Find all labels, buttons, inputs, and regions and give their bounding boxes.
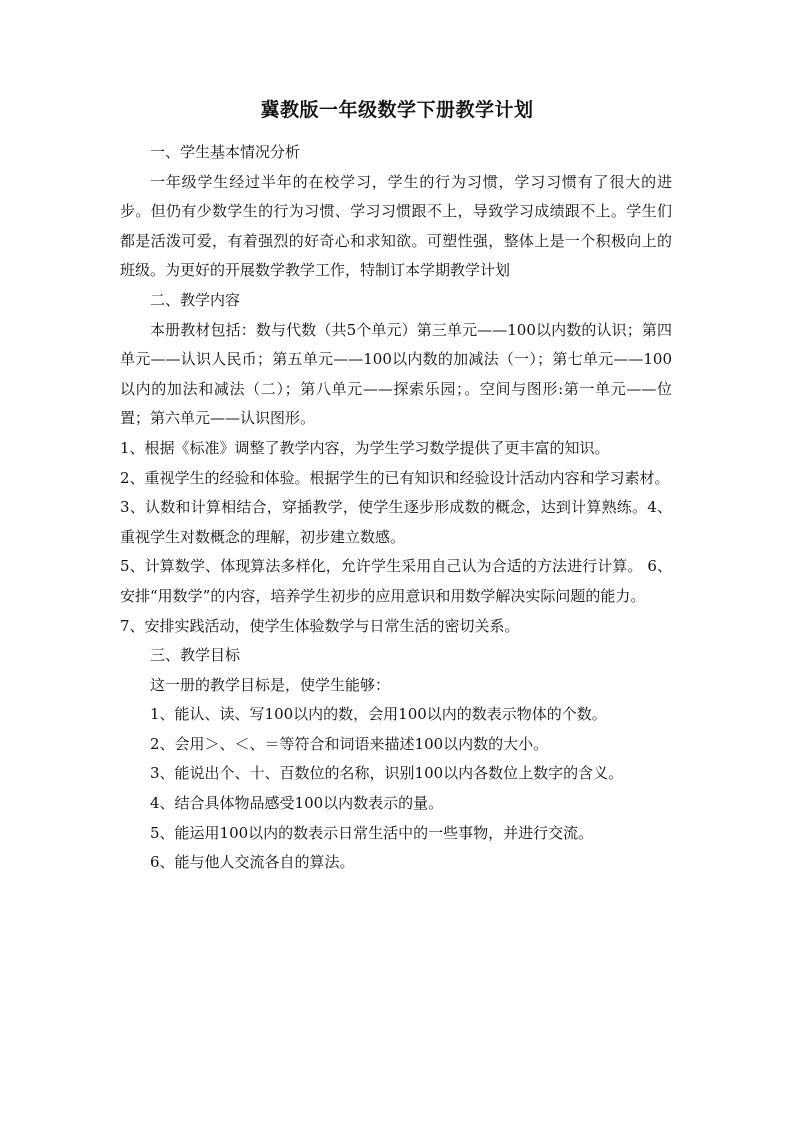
goal-item: 3、能说出个、十、百数位的名称，识别100以内各数位上数字的含义。 — [150, 764, 624, 783]
goal-item: 1、能认、读、写100以内的数，会用100以内的数表示物体的个数。 — [150, 705, 607, 724]
section-heading-teaching-goals: 三、教学目标 — [150, 646, 241, 665]
content-item: 7、安排实践活动，使学生体验数学与日常生活的密切关系。 — [120, 616, 520, 635]
teaching-goals-intro: 这一册的教学目标是，使学生能够： — [150, 675, 391, 694]
content-item: 5、计算数学、体现算法多样化，允许学生采用自己认为合适的方法进行计算。 6、安排“用数学”的内容，培养学生初步的应用意识和用数学解决实际问题的能力。 — [120, 557, 672, 605]
content-item: 2、重视学生的经验和体验。根据学生的已有知识和经验设计活动内容和学习素材。 — [120, 468, 670, 487]
goal-item: 5、能运用100以内的数表示日常生活中的一些事物，并进行交流。 — [150, 823, 594, 842]
section-heading-student-analysis: 一、学生基本情况分析 — [150, 143, 301, 161]
goal-item: 6、能与他人交流各自的算法。 — [150, 853, 355, 872]
goal-item: 4、结合具体物品感受100以内数表示的量。 — [150, 794, 444, 813]
content-item: 1、根据《标准》调整了教学内容，为学生学习数学提供了更丰富的知识。 — [120, 438, 610, 457]
student-analysis-paragraph: 一年级学生经过半年的在校学习，学生的行为习惯，学习习惯有了很大的进步。但仍有少数学生的行为习惯、学习习惯跟不上，导致学习成绩跟不上。学生们都是活泼可爱，有着强烈的好奇心和求知欲。可塑性强，整体上是一个积极向上的班级。为更好的开展数学教学工作，特制订本学期教学计划 — [120, 172, 672, 280]
document-body — [120, 138, 672, 878]
content-item: 3、认数和计算相结合，穿插教学，使学生逐步形成数的概念，达到计算熟练。4、重视学生对数概念的理解，初步建立数感。 — [120, 498, 672, 546]
teaching-content-paragraph: 本册教材包括：数与代数（共5个单元）第三单元——100以内数的认识；第四单元——认识人民币；第五单元——100以内数的加减法（一）；第七单元——100以内的加法和减法（二）；第八单元——探索乐园；。空间与图形:第一单元——位置；第六单元——认识图形。 — [120, 320, 672, 428]
document-title: 冀教版一年级数学下册教学计划 — [260, 99, 534, 121]
goal-item: 2、会用＞、＜、＝等符合和词语来描述100以内数的大小。 — [150, 734, 549, 753]
section-heading-teaching-content: 二、教学内容 — [150, 290, 241, 309]
